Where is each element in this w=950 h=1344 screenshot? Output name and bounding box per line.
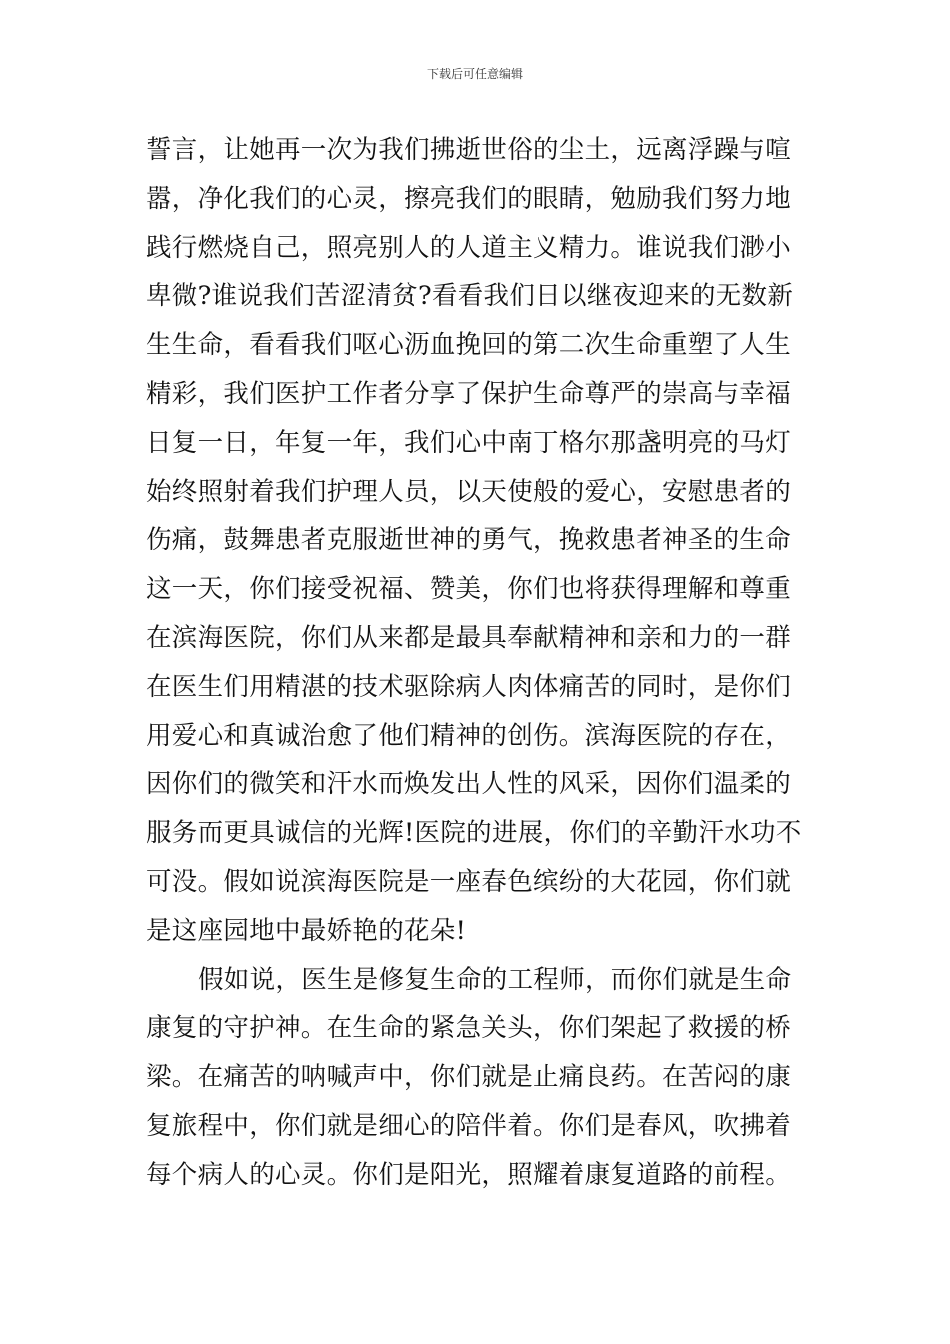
text-line: 服务而更具诚信的光辉!医院的进展，你们的辛勤汗水功不 (146, 818, 802, 849)
text-line: 践行燃烧自己，照亮别人的人道主义精力。谁说我们渺小 (146, 232, 792, 263)
text-line: 梁。在痛苦的呐喊声中，你们就是止痛良药。在苦闷的康 (146, 1062, 792, 1093)
text-line: 日复一日，年复一年，我们心中南丁格尔那盏明亮的马灯 (146, 427, 792, 458)
text-line: 嚣，净化我们的心灵，擦亮我们的眼睛，勉励我们努力地 (146, 183, 792, 214)
text-line: 在医生们用精湛的技术驱除病人肉体痛苦的同时，是你们 (146, 671, 792, 702)
text-line: 誓言，让她再一次为我们拂逝世俗的尘土，远离浮躁与喧 (146, 135, 792, 165)
text-line: 在滨海医院，你们从来都是最具奉献精神和亲和力的一群 (146, 622, 792, 653)
text-line: 卑微?谁说我们苦涩清贫?看看我们日以继夜迎来的无数新 (146, 281, 794, 312)
text-line: 是这座园地中最娇艳的花朵! (146, 915, 467, 946)
text-line: 用爱心和真诚治愈了他们精神的创伤。滨海医院的存在， (146, 720, 792, 751)
text-line: 假如说，医生是修复生命的工程师，而你们就是生命 (198, 964, 792, 995)
text-line: 生生命，看看我们呕心沥血挽回的第二次生命重塑了人生 (146, 330, 792, 361)
text-line: 复旅程中，你们就是细心的陪伴着。你们是春风，吹拂着 (146, 1110, 792, 1141)
text-line: 可没。假如说滨海医院是一座春色缤纷的大花园，你们就 (146, 866, 792, 897)
text-line: 精彩，我们医护工作者分享了保护生命尊严的崇高与幸福 (146, 378, 792, 409)
text-line: 因你们的微笑和汗水而焕发出人性的风采，因你们温柔的 (146, 769, 792, 800)
text-line: 伤痛，鼓舞患者克服逝世神的勇气，挽救患者神圣的生命 (146, 525, 792, 556)
text-line: 每个病人的心灵。你们是阳光，照耀着康复道路的前程。 (146, 1159, 792, 1190)
header-note: 下载后可任意编辑 (426, 67, 523, 81)
page-body (146, 126, 816, 1200)
text-line: 始终照射着我们护理人员，以天使般的爱心，安慰患者的 (146, 476, 792, 507)
text-line: 这一天，你们接受祝福、赞美，你们也将获得理解和尊重 (146, 574, 792, 605)
text-line: 康复的守护神。在生命的紧急关头，你们架起了救援的桥 (146, 1013, 792, 1044)
